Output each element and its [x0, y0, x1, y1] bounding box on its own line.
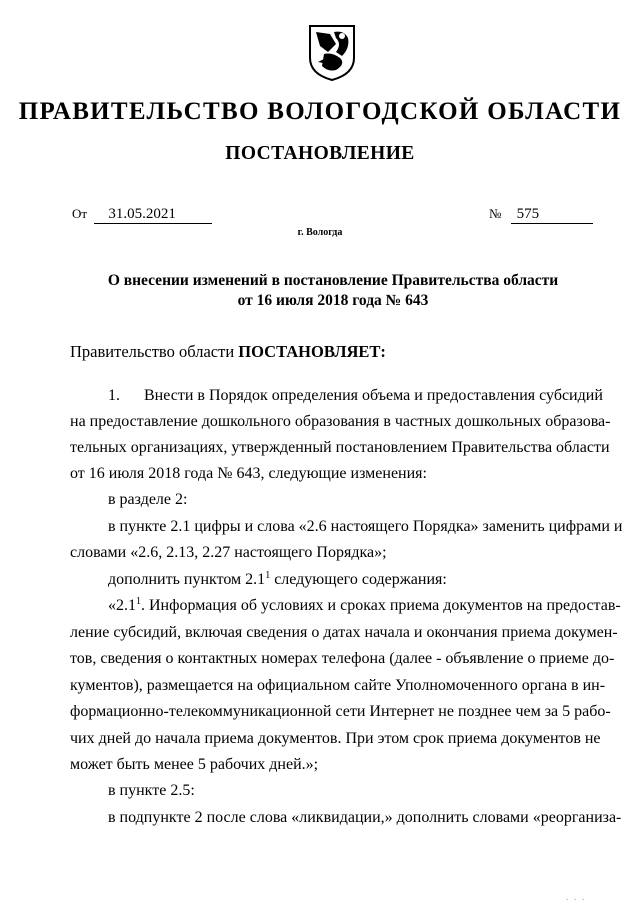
body-text: «2.1	[108, 597, 136, 614]
body-text: Внести в Порядок определения объема и предоставления субсидий	[144, 387, 603, 404]
city-label: г. Вологда	[297, 227, 343, 238]
subject-line: от 16 июля 2018 года № 643	[237, 292, 429, 309]
body-line: на предоставление дошкольного образования в частных дошкольных образова-	[70, 413, 611, 430]
body-line: кументов), размещается на официальном сайте Уполномоченного органа в ин-	[70, 677, 606, 694]
body-line: чих дней до начала приема документов. При этом срок приема документов не	[70, 730, 601, 747]
body-line: в пункте 2.5:	[108, 782, 195, 799]
body-line: формационно-телекоммуникационной сети Интернет не позднее чем за 5 рабо-	[70, 703, 611, 720]
body-line	[108, 570, 599, 590]
superscript: 1	[265, 570, 271, 581]
date-value: 31.05.2021	[94, 206, 212, 224]
lead-text: Правительство области	[70, 342, 239, 361]
date-field	[72, 206, 212, 224]
document-type-title: ПОСТАНОВЛЕНИЕ	[225, 143, 415, 164]
superscript: 1	[136, 596, 141, 607]
number-value: 575	[511, 206, 593, 224]
body-line	[108, 386, 603, 406]
body-line: от 16 июля 2018 года № 643, следующие изменения:	[70, 465, 427, 482]
coat-of-arms-icon	[306, 22, 358, 82]
number-label: №	[489, 206, 502, 221]
body-text: следующего содержания:	[270, 571, 447, 588]
organization-title: ПРАВИТЕЛЬСТВО ВОЛОГОДСКОЙ ОБЛАСТИ	[18, 98, 622, 125]
body-line: может быть менее 5 рабочих дней.»;	[70, 756, 319, 773]
body-line: ление субсидий, включая сведения о датах начала и окончания приема докумен-	[70, 624, 618, 641]
document-subject	[70, 271, 596, 311]
page-marker: . . .	[566, 893, 586, 902]
lead-bold-text: ПОСТАНОВЛЯЕТ:	[238, 342, 386, 361]
body-line: в разделе 2:	[108, 491, 188, 508]
resolution-lead	[70, 342, 386, 362]
number-field	[489, 206, 593, 224]
body-line	[108, 596, 621, 616]
body-line: в подпункте 2 после слова «ликвидации,» дополнить словами «реорганиза-	[108, 809, 622, 826]
body-line: словами «2.6, 2.13, 2.27 настоящего Порядка»;	[70, 544, 387, 561]
date-label: От	[72, 206, 88, 221]
item-number: 1.	[108, 387, 120, 404]
body-text: дополнить пунктом 2.1	[108, 571, 266, 588]
body-line: в пункте 2.1 цифры и слова «2.6 настоящего Порядка» заменить цифрами и	[108, 518, 623, 535]
body-line: тельных организациях, утвержденный постановлением Правительства области	[70, 439, 610, 456]
body-text: . Информация об условиях и сроках приема документов на предостав-	[141, 597, 621, 614]
subject-line: О внесении изменений в постановление Правительства области	[107, 272, 559, 289]
body-line: тов, сведения о контактных номерах телефона (далее - объявление о приеме до-	[70, 650, 615, 667]
